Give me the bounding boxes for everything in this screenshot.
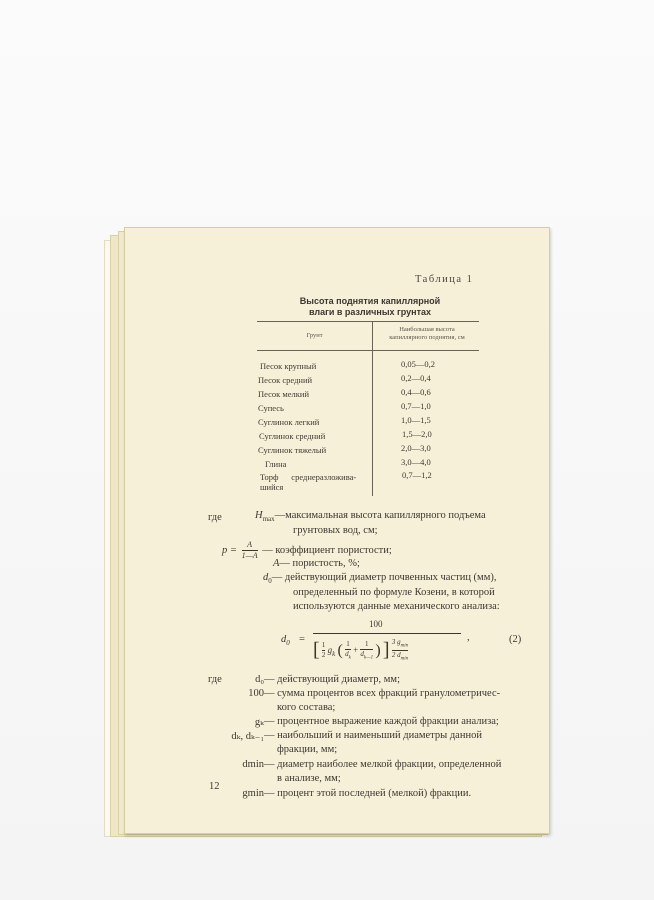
soil-line: Торф среднеразложива- — [260, 472, 357, 482]
formula-denominator — [313, 636, 408, 664]
table-cell-value: 0,2—0,4 — [401, 373, 431, 383]
inv-dk1-fraction — [360, 640, 373, 662]
half-fraction — [322, 641, 326, 660]
d0-definition — [263, 572, 496, 585]
p-denominator: 1—A — [241, 551, 258, 560]
def-symbol: gₖ — [254, 717, 264, 728]
plus-sign: + — [353, 645, 359, 655]
half-num: 1 — [321, 641, 326, 650]
table-header-rule — [257, 350, 479, 351]
table-cell-soil: Песок средний — [258, 375, 313, 385]
soil-line: шийся — [260, 482, 284, 492]
lhs-symbol: d — [281, 634, 287, 645]
table-header-soil: Грунт — [306, 332, 323, 339]
table-header-height — [374, 326, 480, 342]
formula-equals: = — [299, 634, 305, 645]
g-subscript: k — [332, 649, 336, 658]
formula-lhs — [281, 634, 290, 647]
inv1-den — [345, 650, 351, 662]
def-text: — наибольший и наименьший диаметры данной — [264, 730, 482, 741]
table-cell-value: 0,05—0,2 — [401, 359, 435, 369]
hmax-definition — [255, 510, 486, 523]
g-symbol: g — [327, 645, 333, 655]
def-symbol: 100 — [248, 688, 264, 699]
hmax-text: —максимальная высота капиллярного подъема — [274, 510, 486, 521]
formula-comma: , — [467, 632, 470, 643]
d0-text-cont: используются данные механического анализа: — [293, 601, 500, 612]
p-text: — коэффициент пористости; — [262, 544, 392, 556]
inv2-den-sub: k—1 — [363, 655, 374, 661]
table-caption-line: Высота поднятия капиллярной — [299, 296, 441, 306]
def-text: — действующий диаметр, мм; — [264, 674, 400, 685]
a-text: — пористость, %; — [279, 558, 360, 569]
table-cell-value: 0,7—1,2 — [402, 470, 432, 480]
table-cell-soil: Песок мелкий — [258, 389, 310, 399]
table-top-rule — [257, 321, 479, 322]
def-symbol: dmin — [242, 759, 264, 770]
min-fraction — [392, 638, 408, 664]
lhs-subscript: 0 — [286, 639, 290, 648]
min-den-text: 2 d — [391, 651, 401, 660]
inv1-den-sub: k — [348, 655, 351, 661]
inv2-den — [360, 650, 373, 662]
table-cell-value: 0,7—1,0 — [401, 401, 431, 411]
header-line: Наибольшая высота — [399, 326, 455, 333]
p-lhs: p = — [222, 544, 237, 556]
formula-number: (2) — [509, 634, 522, 645]
table-cell-soil: Глина — [265, 459, 287, 469]
table-cell-soil: Суглинок легкий — [258, 417, 320, 427]
def-symbol: d₀ — [255, 674, 264, 685]
half-den: 2 — [321, 651, 326, 660]
def-text-cont: фракции, мм; — [277, 744, 338, 755]
min-den — [392, 651, 408, 663]
formula-fraction-bar — [313, 633, 461, 634]
hmax-text-cont: грунтовых вод, см; — [293, 525, 378, 536]
d0-text: — действующий диаметр почвенных частиц (мм), — [271, 572, 497, 583]
def-text: — сумма процентов всех фракций гранулометричес- — [264, 688, 501, 699]
table-caption — [275, 296, 465, 318]
bracket-left: [ — [313, 639, 320, 661]
min-num-sub: min — [400, 643, 409, 649]
porosity-definition — [273, 558, 360, 569]
table-cell-value: 2,0—3,0 — [401, 443, 431, 453]
min-den-sub: min — [400, 656, 409, 662]
min-num-text: 3 g — [391, 638, 401, 647]
table-caption-line: влаги в различных грунтах — [308, 307, 431, 317]
where-label: где — [208, 512, 222, 523]
inv2-den-sym: d — [360, 649, 364, 658]
inv-dk-fraction — [345, 640, 351, 662]
table-cell-soil: Суглинок средний — [259, 431, 326, 441]
table-cell-soil: Супесь — [258, 403, 284, 413]
d0-text-cont: определенный по формуле Козени, в которой — [293, 587, 495, 598]
def-text-cont: кого состава; — [277, 702, 336, 713]
def-text-cont: в анализе, мм; — [277, 773, 341, 784]
table-cell-value: 3,0—4,0 — [401, 457, 431, 467]
table-cell-soil: Суглинок тяжелый — [258, 445, 327, 455]
def-text: — процентное выражение каждой фракции анализа; — [264, 716, 499, 727]
inv2-num: 1 — [360, 640, 373, 650]
table-label: Таблица 1 — [415, 274, 474, 285]
table-cell-value: 0,4—0,6 — [401, 387, 431, 397]
hmax-subscript: max — [262, 515, 275, 524]
table-column-divider — [372, 321, 373, 496]
header-line: капиллярного поднятия, см — [389, 334, 465, 341]
table-cell-soil: Песок крупный — [260, 361, 317, 371]
bracket-right: ] — [382, 639, 390, 661]
table-cell-value: 1,5—2,0 — [402, 429, 432, 439]
where-label: где — [208, 674, 222, 685]
def-symbol: dₖ, dₖ₋₁ — [231, 731, 264, 742]
table-cell-value: 1,0—1,5 — [401, 415, 431, 425]
d0-subscript: 0 — [268, 577, 272, 586]
inv1-den-sym: d — [345, 649, 349, 658]
def-text: — процент этой последней (мелкой) фракции. — [264, 788, 472, 799]
def-text: — диаметр наиболее мелкой фракции, определенной — [264, 759, 502, 770]
a-symbol: A — [273, 558, 280, 569]
min-num — [392, 638, 408, 651]
formula-numerator: 100 — [369, 619, 383, 629]
book-page — [124, 227, 550, 834]
hmax-symbol: H — [255, 510, 263, 521]
inv1-num: 1 — [346, 639, 350, 648]
p-numerator: A — [242, 540, 258, 551]
d0-symbol: d — [263, 572, 269, 583]
paren-right: ) — [375, 642, 381, 659]
p-fraction — [242, 540, 258, 561]
paren-left: ( — [337, 642, 343, 659]
table-cell-soil — [260, 472, 356, 492]
def-symbol: gmin — [242, 788, 264, 799]
page-number: 12 — [209, 781, 220, 792]
